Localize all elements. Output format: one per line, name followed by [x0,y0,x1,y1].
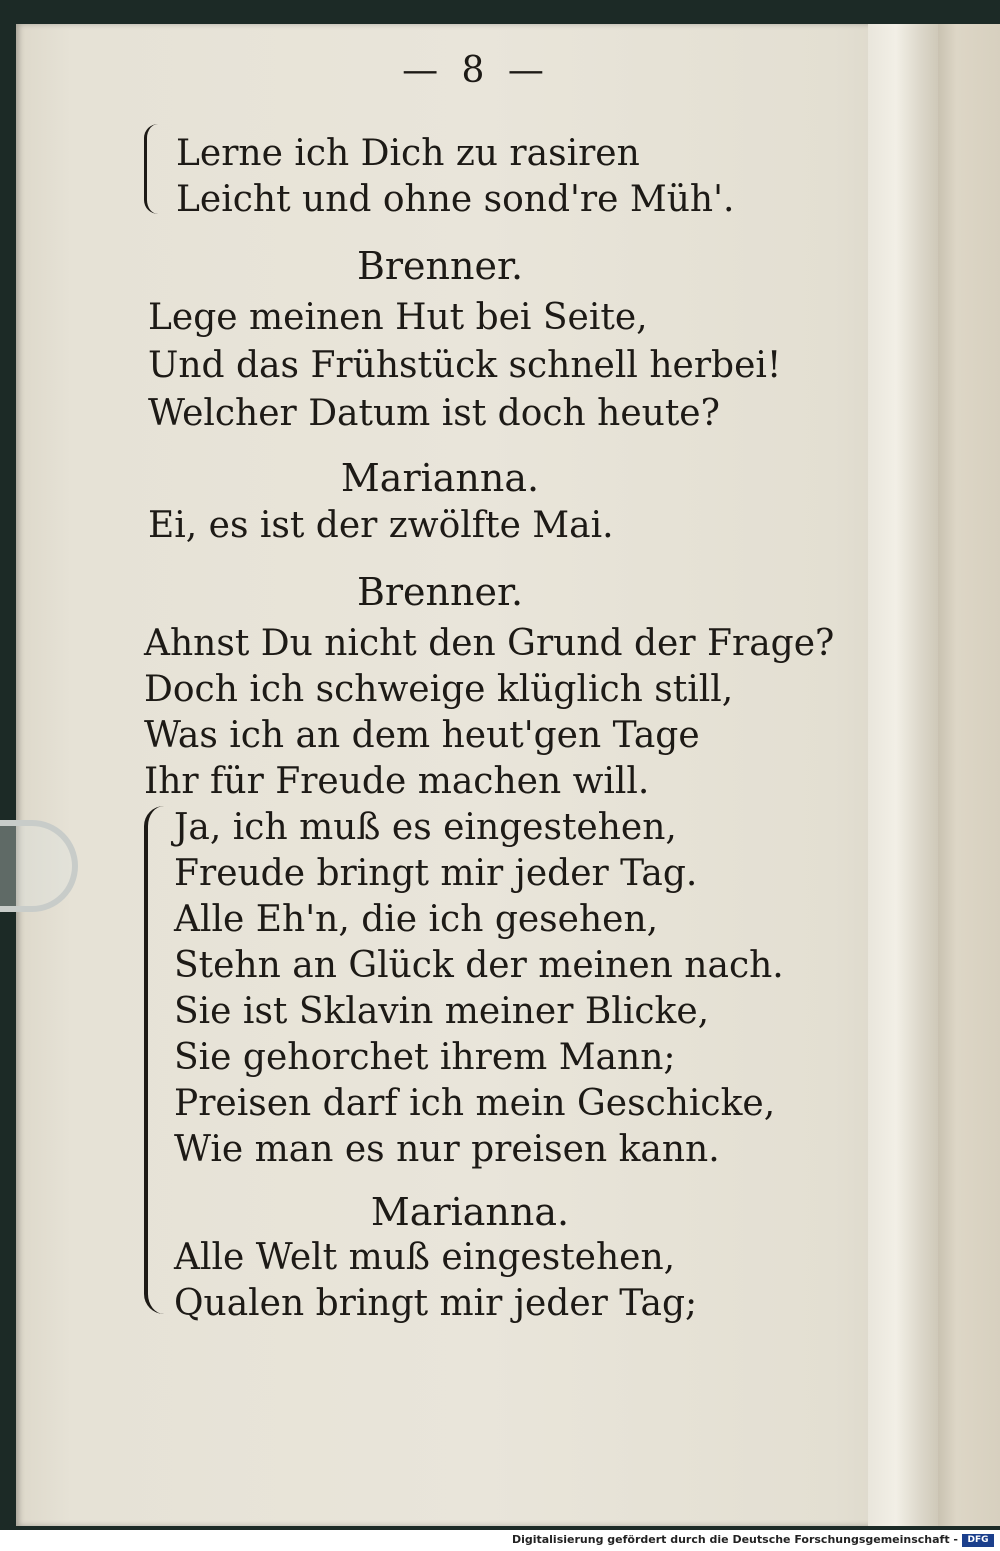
next-page-edge [938,24,1000,1526]
speaker-name: Brenner. [356,244,524,288]
verse-line: Lerne ich Dich zu rasiren [176,133,640,174]
book-gutter [868,24,938,1526]
dfg-logo: DFG [962,1534,994,1547]
verse-line: Qualen bringt mir jeder Tag; [174,1283,698,1324]
page-text [130,0,835,1530]
page-number: — 8 — [402,50,550,91]
verse-line: Alle Welt muß eingestehen, [174,1237,676,1278]
verse-bracket [144,806,168,1314]
verse-line: Stehn an Glück der meinen nach. [174,945,784,986]
verse-line: Ei, es ist der zwölfte Mai. [148,505,614,546]
verse-line: Leicht und ohne sond're Müh'. [176,179,735,220]
speaker-name: Marianna. [340,456,540,500]
verse-line: Welcher Datum ist doch heute? [148,393,720,434]
verse-line: Freude bringt mir jeder Tag. [174,853,698,894]
verse-line: Ihr für Freude machen will. [144,761,650,802]
speaker-name: Marianna. [370,1190,570,1234]
verse-line: Ahnst Du nicht den Grund der Frage? [144,623,835,664]
verse-line: Doch ich schweige klüglich still, [144,669,734,710]
speaker-name: Brenner. [356,570,524,614]
verse-line: Und das Frühstück schnell herbei! [148,345,782,386]
verse-line: Ja, ich muß es eingestehen, [174,807,677,848]
footer-credit: Digitalisierung gefördert durch die Deutsche Forschungsgemeinschaft - [511,1533,958,1546]
verse-line: Sie gehorchet ihrem Mann; [174,1037,676,1078]
verse-line: Wie man es nur preisen kann. [174,1129,720,1170]
verse-line: Alle Eh'n, die ich gesehen, [174,899,659,940]
footer-bar [0,1531,1000,1551]
verse-line: Was ich an dem heut'gen Tage [144,715,700,756]
verse-bracket-top [144,124,161,214]
verse-line: Lege meinen Hut bei Seite, [148,297,648,338]
verse-line: Sie ist Sklavin meiner Blicke, [174,991,710,1032]
verse-line: Preisen darf ich mein Geschicke, [174,1083,776,1124]
